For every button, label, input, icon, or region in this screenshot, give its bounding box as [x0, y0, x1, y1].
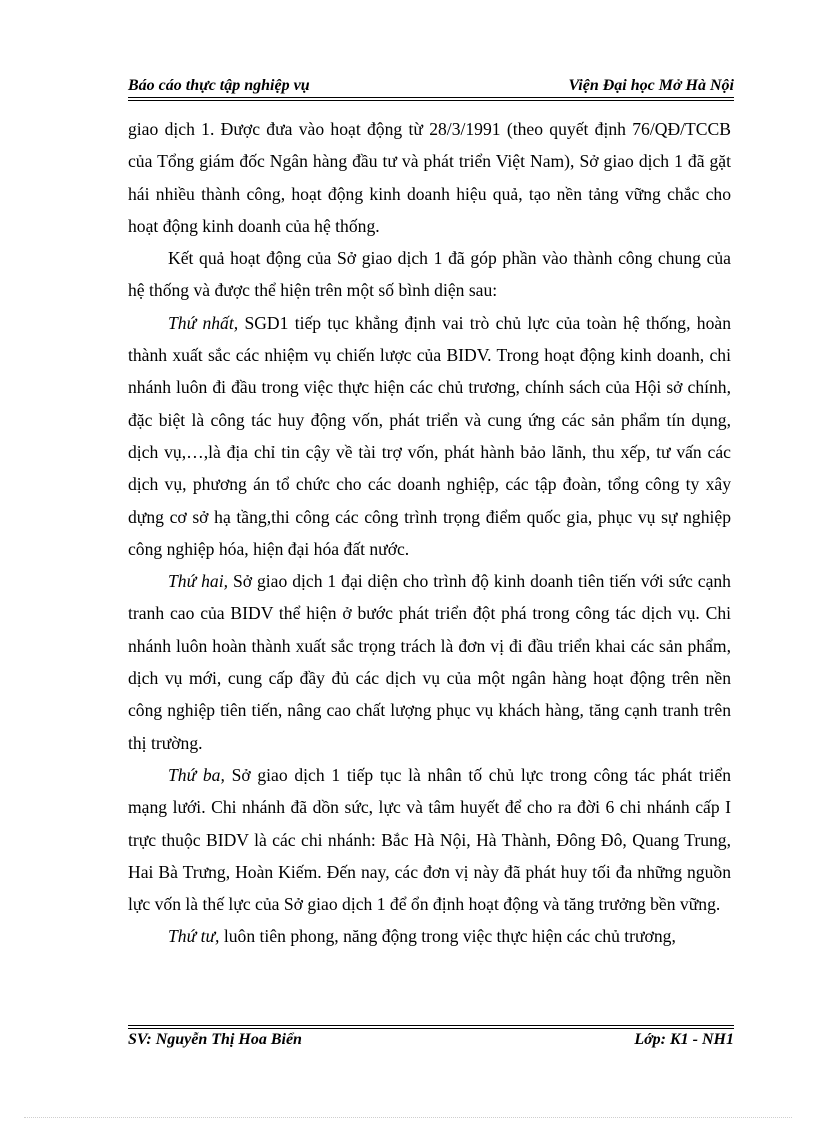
document-body	[128, 113, 731, 953]
header-institution: Viện Đại học Mở Hà Nội	[568, 77, 734, 94]
paragraph-fourth-lead: Thứ tư,	[168, 926, 220, 947]
paragraph-second-text: Sở giao dịch 1 đại diện cho trình độ kinh doanh tiên tiến với sức cạnh tranh cao của BIDV thể hiện ở bước phát triển đột phá trong công tác dịch vụ. Chi nhánh luôn hoàn thành xuất sắc trọng trách là đơn vị đi đầu triển khai các sản phẩm, dịch vụ mới, cung cấp đầy đủ các dịch vụ của một ngân hàng hoạt động trên nền công nghiệp tiên tiến, nâng cao chất lượng phục vụ khách hàng, tăng cạnh tranh trên thị trường.	[128, 571, 731, 753]
header-divider	[128, 100, 734, 101]
footer-student-name: SV: Nguyễn Thị Hoa Biển	[128, 1031, 302, 1048]
paragraph-first	[128, 307, 731, 565]
paragraph-third-lead: Thứ ba,	[168, 764, 225, 785]
paragraph-third-text: Sở giao dịch 1 tiếp tục là nhân tố chủ lực trong công tác phát triển mạng lưới. Chi nhánh đã dồn sức, lực và tâm huyết để cho ra đời 6 chi nhánh cấp I trực thuộc BIDV là các chi nhánh: Bắc Hà Nội, Hà Thành, Đông Đô, Quang Trung, Hai Bà Trưng, Hoàn Kiếm. Đến nay, các đơn vị này đã phát huy tối đa những nguồn lực vốn là thế lực của Sở giao dịch 1 để ổn định hoạt động và tăng trưởng bền vững.	[128, 764, 731, 915]
paragraph-intro: giao dịch 1. Được đưa vào hoạt động từ 28/3/1991 (theo quyết định 76/QĐ/TCCB của Tổng giám đốc Ngân hàng đầu tư và phát triển Việt Nam), Sở giao dịch 1 đã gặt hái nhiều thành công, hoạt động kinh doanh hiệu quả, tạo nền tảng vững chắc cho hoạt động kinh doanh của hệ thống.	[128, 119, 731, 236]
paragraph-second	[128, 565, 731, 759]
paragraph-results: Kết quả hoạt động của Sở giao dịch 1 đã góp phần vào thành công chung của hệ thống và được thể hiện trên một số bình diện sau:	[128, 248, 731, 301]
footer-divider-bottom	[128, 1028, 734, 1029]
paragraph-first-text: SGD1 tiếp tục khẳng định vai trò chủ lực của toàn hệ thống, hoàn thành xuất sắc các nhiệm vụ chiến lược của BIDV. Trong hoạt động kinh doanh, chi nhánh luôn đi đầu trong việc thực hiện các chủ trương, chính sách của Hội sở chính, đặc biệt là công tác huy động vốn, phát triển và cung ứng các sản phẩm tín dụng, dịch vụ,…,là địa chỉ tin cậy về tài trợ vốn, phát hành bảo lãnh, thu xếp, tư vấn các dịch vụ, phương án tổ chức cho các doanh nghiệp, các tập đoàn, tổng công ty xây dựng cơ sở hạ tầng,thi công các công trình trọng điểm quốc gia, phục vụ sự nghiệp công nghiệp hóa, hiện đại hóa đất nước.	[128, 312, 731, 559]
page-bottom-dotted-line	[24, 1117, 792, 1118]
page-footer	[128, 1031, 734, 1051]
footer-class: Lớp: K1 - NH1	[634, 1031, 734, 1048]
paragraph-fourth	[128, 920, 731, 952]
paragraph-second-lead: Thứ hai,	[168, 571, 228, 592]
paragraph-third	[128, 759, 731, 920]
paragraph-first-lead: Thứ nhất,	[168, 312, 239, 333]
paragraph-fourth-text: luôn tiên phong, năng động trong việc thực hiện các chủ trương,	[219, 926, 676, 947]
header-report-title: Báo cáo thực tập nghiệp vụ	[128, 77, 310, 94]
page-header	[128, 77, 734, 98]
footer-divider-top	[128, 1025, 734, 1026]
